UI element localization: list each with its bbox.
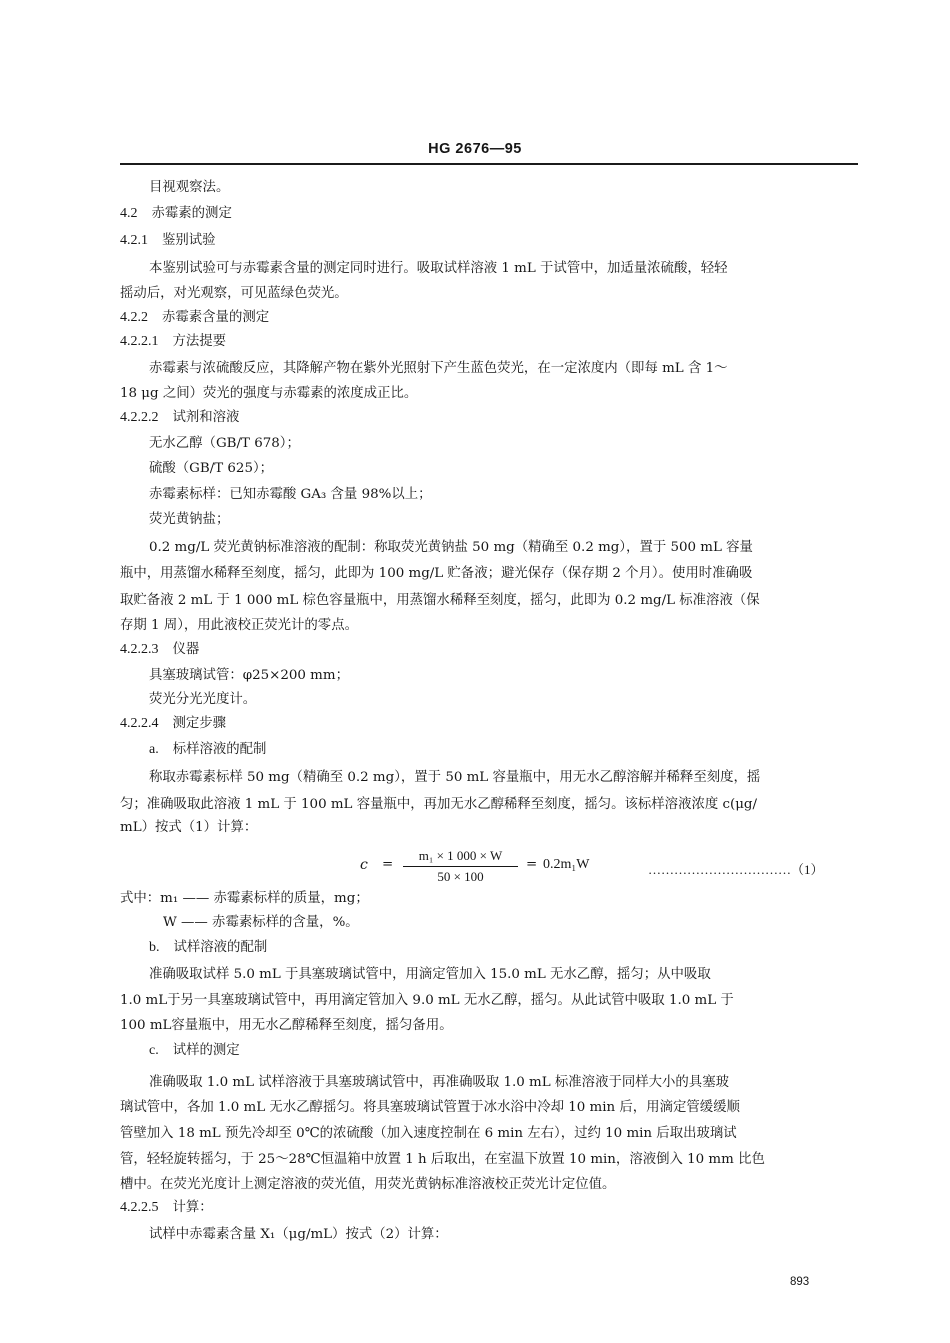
section-heading: 4.2.2.4 测定步骤 <box>120 716 227 731</box>
text-line: 18 μg 之间）荧光的强度与赤霉素的浓度成正比。 <box>120 386 418 401</box>
text-line: 准确吸取 1.0 mL 试样溶液于具塞玻璃试管中，再准确吸取 1.0 mL 标准溶液于同样大小的具塞玻 <box>149 1075 729 1090</box>
formula-lhs: c <box>360 857 368 873</box>
text-line: mL）按式（1）计算： <box>120 820 258 835</box>
text-line: 试样中赤霉素含量 X₁（μg/mL）按式（2）计算： <box>149 1227 448 1242</box>
standard-code: HG 2676—95 <box>428 141 522 157</box>
text-line: 无水乙醇（GB/T 678）； <box>149 436 300 451</box>
text-line: 100 mL容量瓶中，用无水乙醇稀释至刻度，摇匀备用。 <box>120 1018 453 1033</box>
page-number: 893 <box>790 1276 810 1288</box>
subsection-heading: b. 试样溶液的配制 <box>149 940 268 955</box>
formula-number: ……………………………（1） <box>648 862 824 877</box>
formula-result: 0.2m₁W <box>543 857 590 872</box>
text-line: 1.0 mL于另一具塞玻璃试管中，再用滴定管加入 9.0 mL 无水乙醇，摇匀。从此试管中吸取 1.0 mL 于 <box>120 993 734 1008</box>
section-heading: 4.2.2.5 计算： <box>120 1200 213 1215</box>
text-line: 荧光黄钠盐； <box>149 512 230 527</box>
section-heading: 4.2.2.1 方法提要 <box>120 334 227 349</box>
text-line: 目视观察法。 <box>149 180 230 195</box>
text-line: 本鉴别试验可与赤霉素含量的测定同时进行。吸取试样溶液 1 mL 于试管中，加适量浓硫酸，轻轻 <box>149 261 728 276</box>
text-line: 管，轻轻旋转摇匀，于 25～28℃恒温箱中放置 1 h 后取出，在室温下放置 10 min，溶液倒入 10 mm 比色 <box>120 1152 765 1167</box>
text-line: 取贮备液 2 mL 于 1 000 mL 棕色容量瓶中，用蒸馏水稀释至刻度，摇匀，此即为 0.2 mg/L 标准溶液（保 <box>120 593 760 608</box>
text-line: 匀；准确吸取此溶液 1 mL 于 100 mL 容量瓶中，再加无水乙醇稀释至刻度，摇匀。该标样溶液浓度 c(μg/ <box>120 797 758 812</box>
formula-numerator: m₁ × 1 000 × W <box>418 848 503 863</box>
text-line: 准确吸取试样 5.0 mL 于具塞玻璃试管中，用滴定管加入 15.0 mL 无水乙醇，摇匀；从中吸取 <box>149 967 711 982</box>
text-line: 称取赤霉素标样 50 mg（精确至 0.2 mg），置于 50 mL 容量瓶中，用无水乙醇溶解并稀释至刻度，摇 <box>149 770 761 785</box>
formula-equals: = <box>382 857 394 872</box>
text-line: 硫酸（GB/T 625）； <box>149 461 274 476</box>
text-line: 摇动后，对光观察，可见蓝绿色荧光。 <box>120 286 348 301</box>
text-line: 赤霉素标样：已知赤霉酸 GA₃ 含量 98%以上； <box>149 487 432 502</box>
text-line: W —— 赤霉素标样的含量，%。 <box>163 915 359 930</box>
subsection-heading: c. 试样的测定 <box>149 1043 240 1058</box>
section-heading: 4.2.1 鉴别试验 <box>120 233 216 248</box>
formula-denominator: 50 × 100 <box>437 869 484 884</box>
formula-fraction <box>403 848 518 885</box>
text-line: 瓶中，用蒸馏水稀释至刻度，摇匀，此即为 100 mg/L 贮备液；避光保存（保存期 2 个月）。使用时准确吸 <box>120 566 753 581</box>
text-line: 式中：m₁ —— 赤霉素标样的质量，mg； <box>120 891 369 906</box>
section-heading: 4.2.2.2 试剂和溶液 <box>120 410 240 425</box>
subsection-heading: a. 标样溶液的配制 <box>149 742 267 757</box>
text-line: 璃试管中，各加 1.0 mL 无水乙醇摇匀。将具塞玻璃试管置于冰水浴中冷却 10 min 后，用滴定管缓缓顺 <box>120 1100 740 1115</box>
text-line: 荧光分光光度计。 <box>149 692 257 707</box>
text-line: 0.2 mg/L 荧光黄钠标准溶液的配制：称取荧光黄钠盐 50 mg（精确至 0.2 mg），置于 500 mL 容量 <box>149 540 753 555</box>
section-heading: 4.2 赤霉素的测定 <box>120 206 232 221</box>
section-heading: 4.2.2 赤霉素含量的测定 <box>120 310 270 325</box>
text-line: 存期 1 周），用此液校正荧光计的零点。 <box>120 618 358 633</box>
text-line: 管壁加入 18 mL 预先冷却至 0℃的浓硫酸（加入速度控制在 6 min 左右），过约 10 min 后取出玻璃试 <box>120 1126 737 1141</box>
header-rule <box>120 163 858 165</box>
text-line: 赤霉素与浓硫酸反应，其降解产物在紫外光照射下产生蓝色荧光，在一定浓度内（即每 mL 含 1～ <box>149 361 728 376</box>
formula-equals: = <box>526 857 538 872</box>
text-line: 槽中。在荧光光度计上测定溶液的荧光值，用荧光黄钠标准溶液校正荧光计定位值。 <box>120 1177 616 1192</box>
text-line: 具塞玻璃试管：φ25×200 mm； <box>149 668 349 683</box>
section-heading: 4.2.2.3 仪器 <box>120 642 200 657</box>
